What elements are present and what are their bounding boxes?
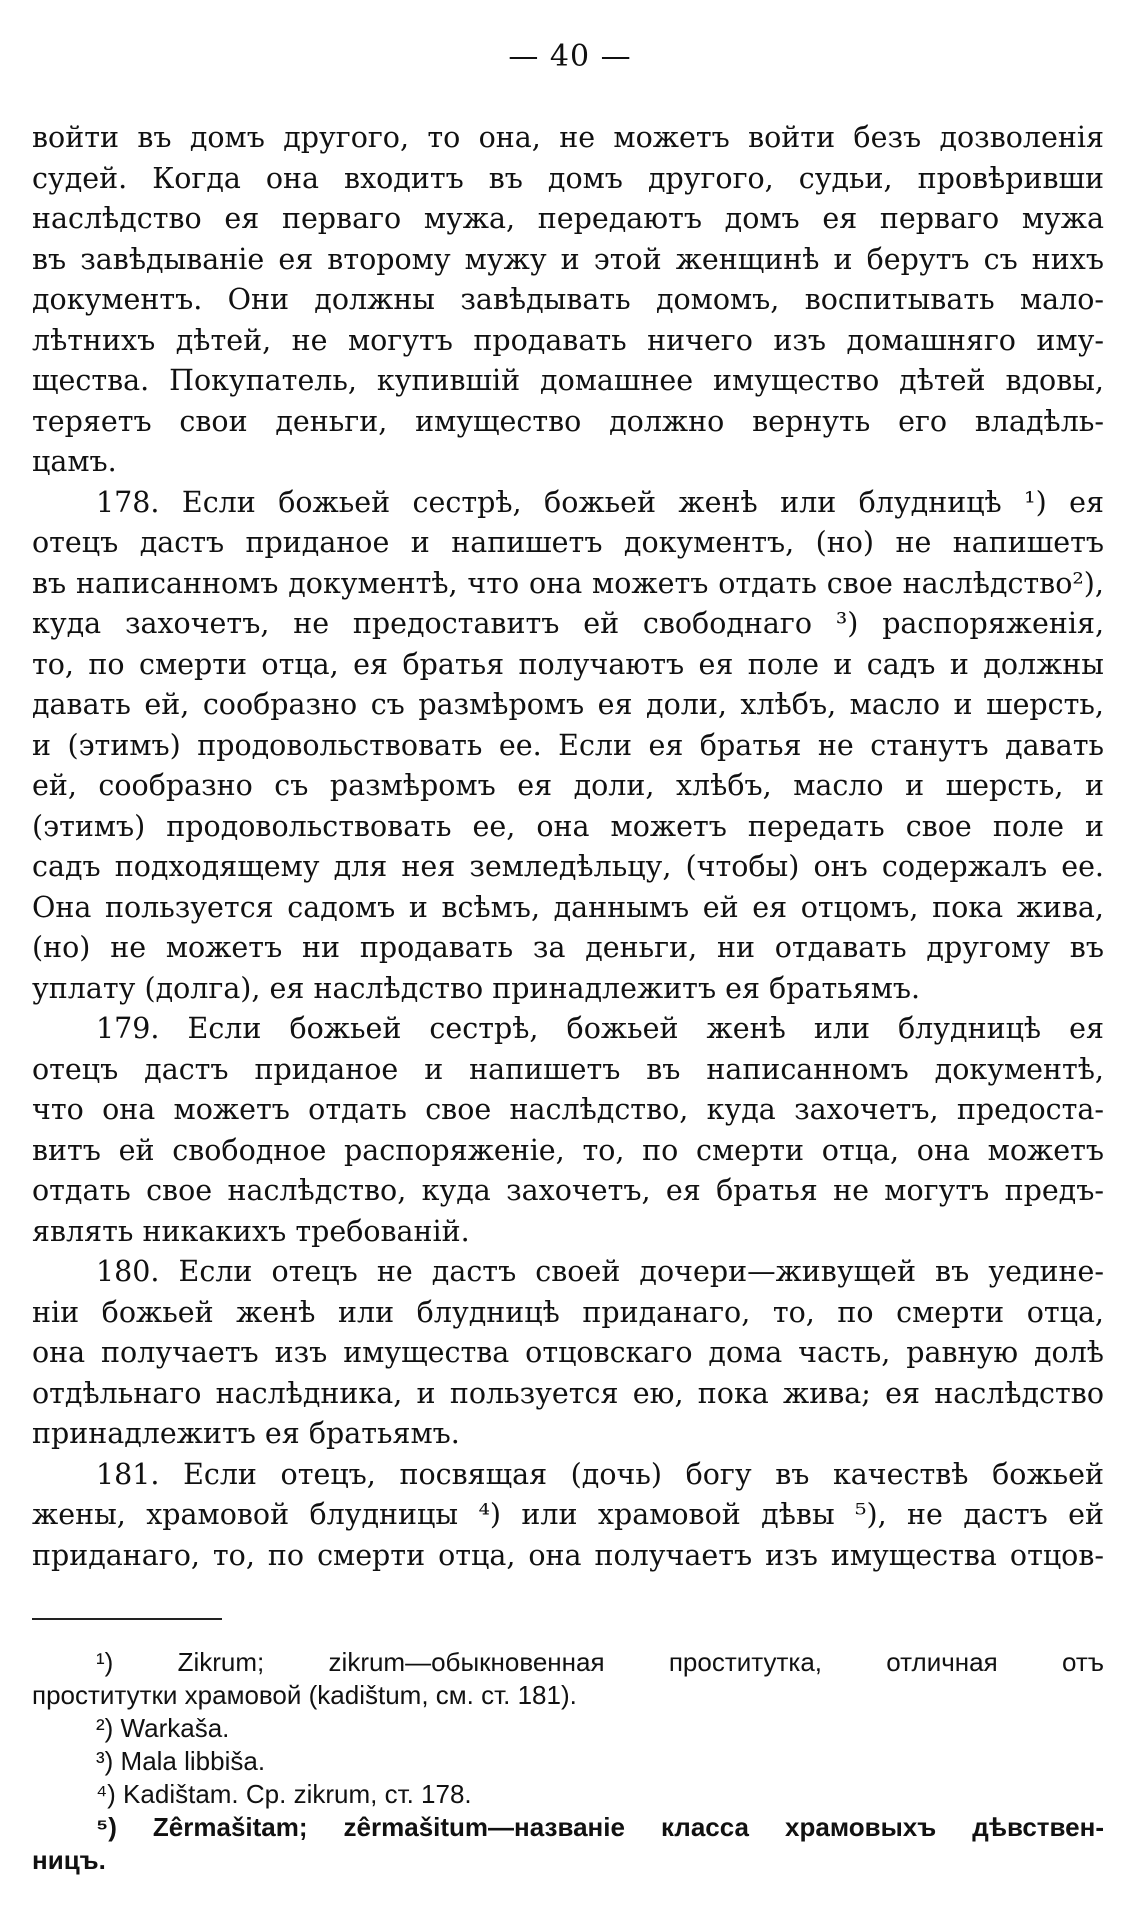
text-line: цамъ. [32,445,117,478]
footnote-1-line: ¹) Zikrum; zikrum—обыкновенная проститутка, отличная отъ [96,1647,1104,1677]
paragraph-continuation [32,118,1104,483]
footnote-3: ³) Mala libbiša. [96,1746,266,1776]
page-number: — 40 — [508,39,632,74]
footnote-2: ²) Warkaša. [96,1713,230,1743]
paragraph-181 [32,1455,1104,1577]
text-line: (этимъ) продовольствовать ее, она можетъ передать свое поле и [32,809,1104,843]
footnote-5-line: ницъ. [32,1845,106,1875]
text-line: документъ. Они должны завѣдывать домомъ, воспитывать мало- [32,283,1104,316]
text-line: Она пользуется садомъ и всѣмъ, даннымъ ей ея отцомъ, пока жива, [32,890,1104,924]
text-line: въ написанномъ документѣ, что она можетъ отдать свое наслѣдство²), [32,566,1104,600]
text-line: то, по смерти отца, ея братья получаютъ ея поле и садъ и должны [32,647,1104,681]
paragraph-179 [32,1009,1104,1252]
footnote-1-line: проститутки храмовой (kadištum, см. ст. 181). [32,1680,577,1710]
text-line: въ завѣдываніе ея второму мужу и этой женщинѣ и берутъ съ нихъ [32,242,1104,276]
paragraph-180 [32,1252,1104,1455]
text-line: щества. Покупатель, купившій домашнее имущество дѣтей вдовы, [32,364,1104,397]
text-line: 179. Если божьей сестрѣ, божьей женѣ или блудницѣ ея [96,1012,1104,1045]
footnote-divider [32,1618,222,1620]
text-line: она получаетъ изъ имущества отцовскаго дома часть, равную долѣ [32,1336,1104,1369]
text-line: являть никакихъ требованій. [32,1214,470,1248]
text-line: принадлежитъ ея братьямъ. [32,1417,460,1450]
footnote-5-line: ⁵) Zêrmašitam; zêrmašitum—названіе класса храмовыхъ дѣвствен- [96,1812,1104,1842]
text-line: куда захочетъ, не предоставитъ ей свободнаго ³) распоряженія, [32,607,1104,640]
text-line: витъ ей свободное распоряженіе, то, по смерти отца, она можетъ [32,1133,1104,1167]
text-line: лѣтнихъ дѣтей, не могутъ продавать ничего изъ домашняго иму- [32,323,1104,357]
text-line: 178. Если божьей сестрѣ, божьей женѣ или блудницѣ ¹) ея [96,485,1104,519]
text-line: отецъ дастъ приданое и напишетъ документъ, (но) не напишетъ [32,526,1104,559]
text-line: что она можетъ отдать свое наслѣдство, куда захочетъ, предоста- [32,1093,1104,1126]
text-line: отецъ дастъ приданое и напишетъ въ написанномъ документѣ, [32,1052,1104,1086]
footnote-4: ⁴) Kadištam. Cp. zikrum, ст. 178. [96,1779,472,1809]
main-text [32,118,1104,1576]
text-line: уплату (долга), ея наслѣдство принадлежитъ ея братьямъ. [32,971,921,1005]
text-line: 181. Если отецъ, посвящая (дочь) богу въ качествѣ божьей [96,1457,1104,1491]
footnotes [32,1646,1104,1877]
text-line: судей. Когда она входитъ въ домъ другого, судьи, провѣривши [32,161,1104,195]
text-line: ей, сообразно съ размѣромъ ея доли, хлѣбъ, масло и шерсть, и [32,769,1104,802]
text-line: войти въ домъ другого, то она, не можетъ войти безъ дозволенія [32,121,1104,154]
paragraph-178 [32,483,1104,1010]
text-line: жены, храмовой блудницы ⁴) или храмовой дѣвы ⁵), не дастъ ей [32,1498,1104,1531]
text-line: (но) не можетъ ни продавать за деньги, ни отдавать другому въ [32,931,1104,964]
text-line: приданаго, то, по смерти отца, она получаетъ изъ имущества отцов- [32,1538,1104,1572]
text-line: ніи божьей женѣ или блудницѣ приданаго, то, по смерти отца, [32,1295,1104,1329]
text-line: 180. Если отецъ не дастъ своей дочери—живущей въ уедине- [96,1255,1104,1288]
text-line: теряетъ свои деньги, имущество должно вернуть его владѣль- [32,404,1104,438]
text-line: давать ей, сообразно съ размѣромъ ея доли, хлѣбъ, масло и шерсть, [32,688,1104,721]
text-line: отдѣльнаго наслѣдника, и пользуется ею, пока жива; ея наслѣдство [32,1376,1104,1410]
text-line: садъ подходящему для нея земледѣльцу, (чтобы) онъ содержалъ ее. [32,850,1104,883]
text-line: наслѣдство ея перваго мужа, передаютъ домъ ея перваго мужа [32,202,1104,235]
text-line: отдать свое наслѣдство, куда захочетъ, ея братья не могутъ предъ- [32,1174,1104,1207]
text-line: и (этимъ) продовольствовать ее. Если ея братья не станутъ давать [32,728,1104,762]
